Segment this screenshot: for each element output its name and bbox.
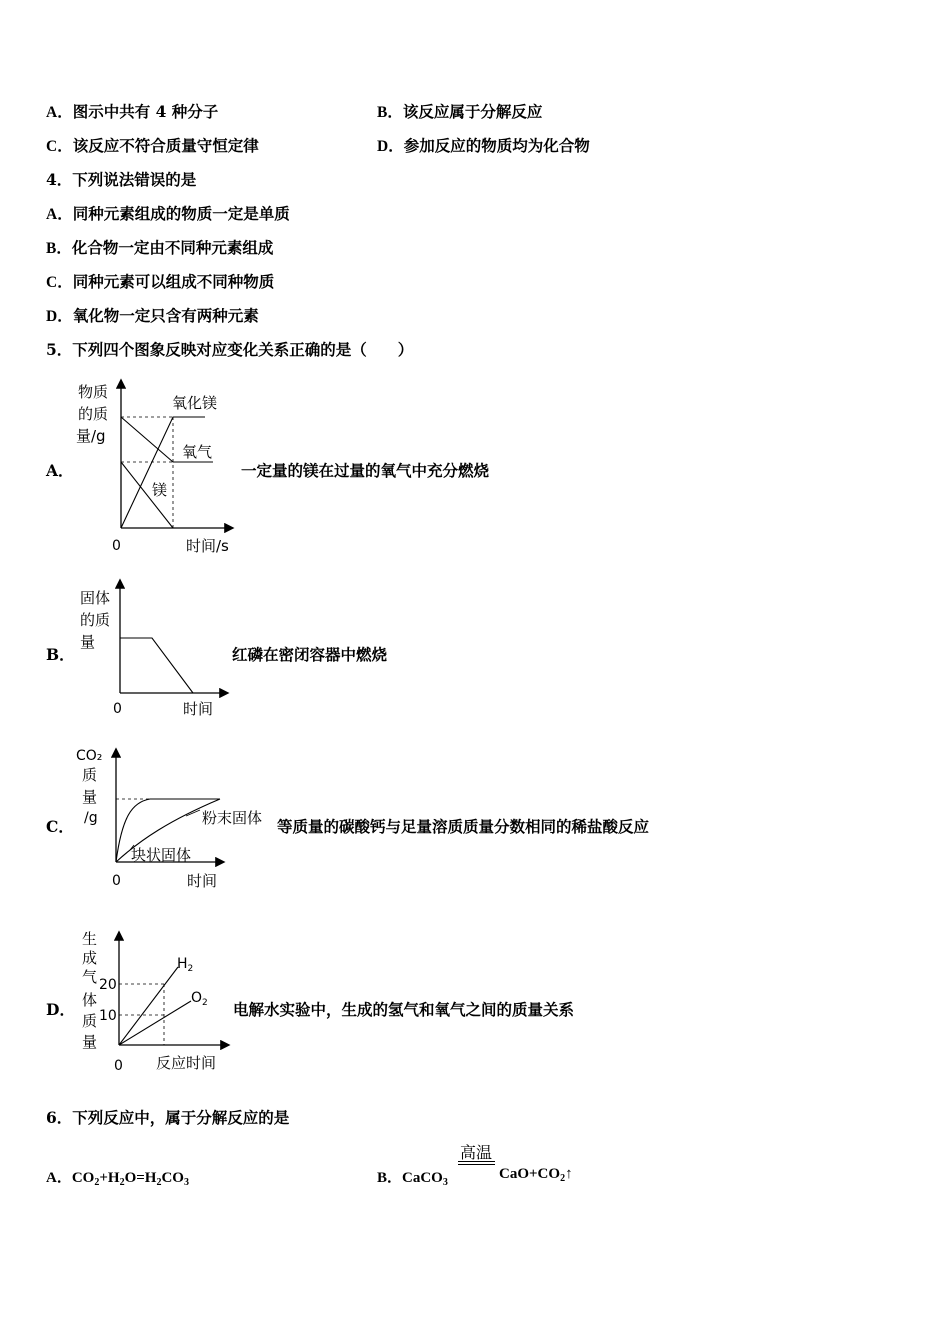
- graph-c-origin: 0: [112, 873, 121, 889]
- graph-d-ylabel-3: 气: [82, 968, 98, 986]
- q6-stem: 6．下列反应中，属于分解反应的是: [46, 1108, 290, 1127]
- q5-option-c-letter: C．: [46, 817, 74, 836]
- graph-c-label-powder: 粉末固体: [202, 809, 263, 827]
- q5-graph-c: [70, 742, 280, 892]
- q6-option-b-right: $CaO+CO_2↑$: [499, 1166, 573, 1184]
- graph-c-ylabel-2: 质: [82, 766, 98, 784]
- graph-a-label-mgo: 氧化镁: [172, 394, 218, 412]
- graph-b-ylabel-3: 量: [80, 633, 96, 651]
- graph-d-label-o2: $O_2$: [191, 990, 208, 1008]
- graph-d-tick-20: 20: [99, 977, 117, 993]
- q5-option-a-letter: A．: [46, 461, 74, 480]
- q5-stem: 5．下列四个图象反映对应变化关系正确的是（ ）: [46, 340, 414, 359]
- graph-d-tick-10: 10: [99, 1008, 117, 1024]
- graph-a-label-o2: 氧气: [182, 443, 213, 461]
- graph-a-ylabel-1: 物质: [78, 383, 109, 401]
- graph-d-ylabel-1: 生: [82, 930, 98, 948]
- graph-d-line-h2: [119, 967, 178, 1045]
- q5-graph-d: [70, 925, 240, 1075]
- graph-b-xlabel: 时间: [183, 700, 214, 718]
- graph-d-origin: 0: [114, 1058, 123, 1074]
- q4-option-c: C．同种元素可以组成不同种物质: [46, 272, 275, 291]
- graph-b-ylabel-1: 固体: [80, 589, 111, 607]
- graph-a-line-mgo: [121, 417, 205, 528]
- q3-option-a: A．图示中共有 4 种分子: [46, 102, 219, 121]
- graph-c-ylabel-1: CO₂: [76, 748, 103, 764]
- q4-stem: 4．下列说法错误的是: [46, 170, 197, 189]
- q6-option-b-condition: 高温: [459, 1143, 492, 1162]
- graph-b-ylabel-2: 的质: [80, 611, 111, 629]
- graph-a-xlabel: 时间/s: [186, 537, 229, 555]
- graph-d-ylabel-4: 体: [82, 991, 98, 1009]
- q6-option-a: A．$CO_2+H_2O=H_2CO_3$: [46, 1170, 189, 1188]
- q5-option-b-letter: B．: [46, 645, 75, 664]
- q4-option-d: D．氧化物一定只含有两种元素: [46, 306, 259, 325]
- graph-d-ylabel-2: 成: [82, 949, 98, 967]
- q3-option-b: B．该反应属于分解反应: [377, 102, 543, 121]
- q6-option-b-left: B．CaCO$_3$: [377, 1170, 448, 1188]
- graph-d-xlabel: 反应时间: [156, 1054, 217, 1072]
- graph-b-line: [120, 638, 193, 693]
- q5-option-a-desc: 一定量的镁在过量的氧气中充分燃烧: [241, 461, 490, 480]
- q5-graph-b: [70, 575, 250, 723]
- graph-d-line-o2: [119, 1001, 191, 1045]
- graph-c-xlabel: 时间: [187, 872, 218, 890]
- q3-option-c: C．该反应不符合质量守恒定律: [46, 136, 259, 155]
- q4-option-b: B．化合物一定由不同种元素组成: [46, 238, 274, 257]
- graph-c-ylabel-4: /g: [84, 810, 98, 826]
- graph-a-label-mg: 镁: [152, 481, 168, 499]
- graph-b-origin: 0: [113, 701, 122, 717]
- q5-option-b-desc: 红磷在密闭容器中燃烧: [232, 645, 388, 664]
- graph-d-ylabel-6: 量: [82, 1033, 98, 1051]
- graph-d-label-h2: $H_2$: [177, 956, 194, 974]
- graph-c-ylabel-3: 量: [82, 788, 98, 806]
- q4-option-a: A．同种元素组成的物质一定是单质: [46, 204, 290, 223]
- graph-c-label-block: 块状固体: [131, 846, 192, 864]
- q3-option-d: D．参加反应的物质均为化合物: [377, 136, 590, 155]
- q5-graph-a: [70, 375, 250, 560]
- graph-a-origin: 0: [112, 538, 121, 554]
- q5-option-c-desc: 等质量的碳酸钙与足量溶质质量分数相同的稀盐酸反应: [277, 817, 650, 836]
- graph-a-ylabel-2: 的质: [78, 405, 109, 423]
- q5-option-d-letter: D．: [46, 1000, 75, 1019]
- graph-a-ylabel-3: 量/g: [76, 427, 106, 445]
- q5-option-d-desc: 电解水实验中，生成的氢气和氧气之间的质量关系: [233, 1000, 575, 1019]
- q6-option-b-equals-sign: [458, 1161, 495, 1165]
- graph-d-ylabel-5: 质: [82, 1012, 98, 1030]
